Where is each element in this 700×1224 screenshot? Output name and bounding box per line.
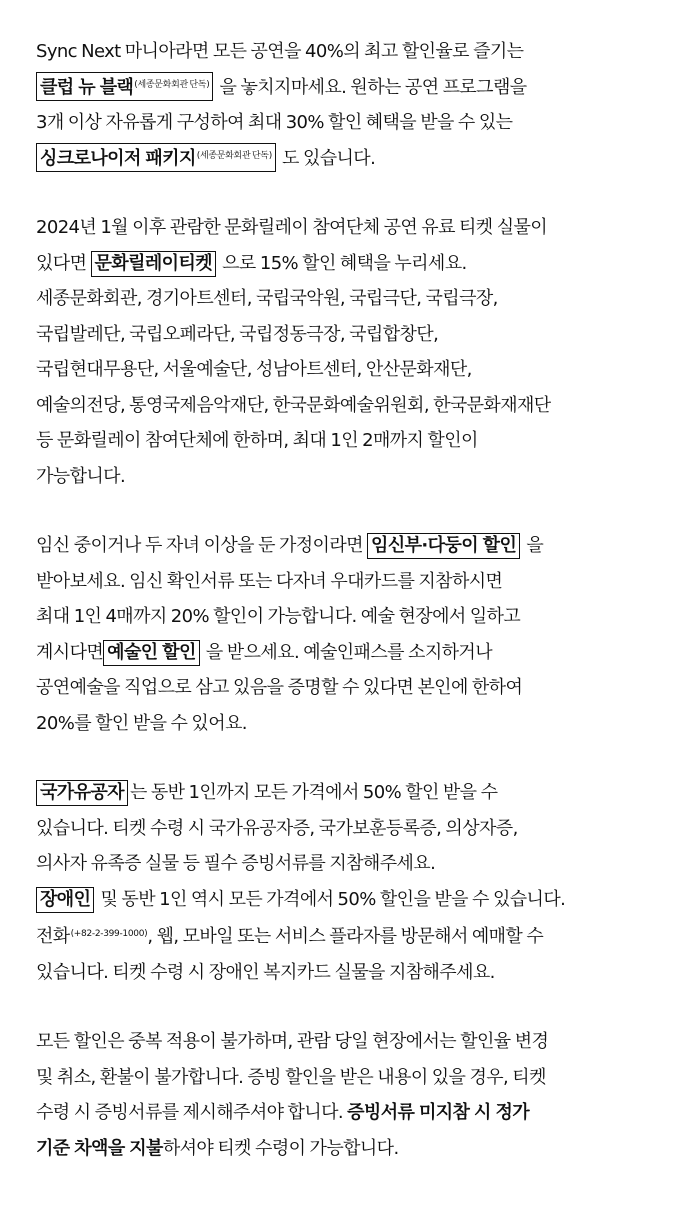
text-line: [36, 70, 676, 106]
bold-notice: 기준 차액을 지불: [36, 1137, 163, 1159]
text-segment: 을 놓치지마세요. 원하는 공연 프로그램을: [219, 76, 527, 98]
synchronizer-package-label: [36, 143, 276, 172]
text-segment: 있다면: [36, 252, 87, 274]
text-line: Sync Next 마니아라면 모든 공연을 40%의 최고 할인율로 즐기는: [36, 41, 524, 62]
national-merit-label: 국가유공자: [36, 780, 128, 806]
text-line: [36, 528, 676, 564]
text-line: [36, 917, 676, 955]
bold-notice: 증빙서류 미지참 시 정가: [347, 1102, 530, 1123]
synchronizer-package-text: 싱크로나이저 패키지: [40, 147, 196, 169]
text-line: [36, 141, 676, 177]
text-line: 예술의전당, 통영국제음악재단, 한국문화예술위원회, 한국문화재재단: [36, 394, 551, 416]
text-segment: 으로 15% 할인 혜택을 누리세요.: [222, 252, 467, 274]
notice-paragraph: [36, 1024, 676, 1166]
text-line: 모든 할인은 중복 적용이 불가하며, 관람 당일 현장에서는 할인율 변경: [36, 1031, 549, 1052]
text-line: 공연예술을 직업으로 삼고 있음을 증명할 수 있다면 본인에 한하여: [36, 677, 523, 698]
culture-relay-ticket-label: 문화릴레이티켓: [91, 251, 217, 277]
text-segment: 을: [526, 535, 544, 556]
sejong-only-note: (세종문화회관 단독): [196, 150, 272, 161]
text-line: 의사자 유족증 실물 등 필수 증빙서류를 지참해주세요.: [36, 853, 436, 874]
text-line: [36, 1095, 676, 1131]
text-line: 국립발레단, 국립오페라단, 국립정동극장, 국립합창단,: [36, 323, 439, 345]
text-line: 3개 이상 자유롭게 구성하여 최대 30% 할인 혜택을 받을 수 있는: [36, 112, 513, 133]
text-line: 가능합니다.: [36, 465, 126, 487]
relay-paragraph: [36, 210, 676, 494]
text-segment: , 웹, 모바일 또는 서비스 플라자를 방문해서 예매할 수: [147, 926, 544, 947]
text-line: 있습니다. 티켓 수령 시 장애인 복지카드 실물을 지참해주세요.: [36, 961, 495, 983]
phone-number-note: (+82-2-399-1000): [70, 929, 148, 939]
text-line: 2024년 1월 이후 관람한 문화릴레이 참여단체 공연 유료 티켓 실물이: [36, 217, 548, 238]
text-line: [36, 246, 676, 282]
text-segment: 계시다면: [36, 641, 104, 663]
text-segment: 수령 시 증빙서류를 제시해주셔야 합니다.: [36, 1102, 344, 1123]
text-line: 있습니다. 티켓 수령 시 국가유공자증, 국가보훈등록증, 의상자증,: [36, 817, 518, 839]
text-line: 받아보세요. 임신 확인서류 또는 다자녀 우대카드를 지참하시면: [36, 570, 503, 592]
artist-discount-label: 예술인 할인: [103, 640, 200, 666]
text-line: [36, 635, 676, 671]
disability-label: 장애인: [36, 887, 94, 913]
pregnant-multichild-discount-label: 임신부·다둥이 할인: [367, 533, 520, 559]
text-segment: 도 있습니다.: [282, 147, 376, 169]
club-new-black-label: [36, 72, 213, 101]
club-new-black-text: 클럽 뉴 블랙: [40, 76, 134, 98]
family-artist-paragraph: [36, 528, 676, 741]
text-line: 20%를 할인 받을 수 있어요.: [36, 712, 247, 734]
text-line: 및 취소, 환불이 불가합니다. 증빙 할인을 받은 내용이 있을 경우, 티켓: [36, 1066, 546, 1088]
text-line: 세종문화회관, 경기아트센터, 국립국악원, 국립극단, 국립극장,: [36, 288, 498, 309]
text-line: 등 문화릴레이 참여단체에 한하며, 최대 1인 2매까지 할인이: [36, 430, 478, 451]
text-line: 국립현대무용단, 서울예술단, 성남아트센터, 안산문화재단,: [36, 359, 472, 380]
text-segment: 는 동반 1인까지 모든 가격에서 50% 할인 받을 수: [129, 782, 498, 803]
text-line: [36, 775, 676, 811]
merit-disability-paragraph: [36, 775, 676, 990]
club-paragraph: [36, 34, 676, 176]
text-segment: 을 받으세요. 예술인패스를 소지하거나: [205, 641, 492, 663]
sejong-only-note: (세종문화회관 단독): [134, 79, 210, 90]
text-segment: 임신 중이거나 두 자녀 이상을 둔 가정이라면: [36, 535, 363, 556]
text-line: 최대 1인 4매까지 20% 할인이 가능합니다. 예술 현장에서 일하고: [36, 606, 521, 627]
text-line: [36, 882, 676, 918]
text-segment: 하셔야 티켓 수령이 가능합니다.: [162, 1137, 399, 1159]
text-segment: 및 동반 1인 역시 모든 가격에서 50% 할인을 받을 수 있습니다.: [100, 888, 566, 910]
text-line: [36, 1131, 676, 1167]
text-segment: 전화: [36, 926, 70, 947]
